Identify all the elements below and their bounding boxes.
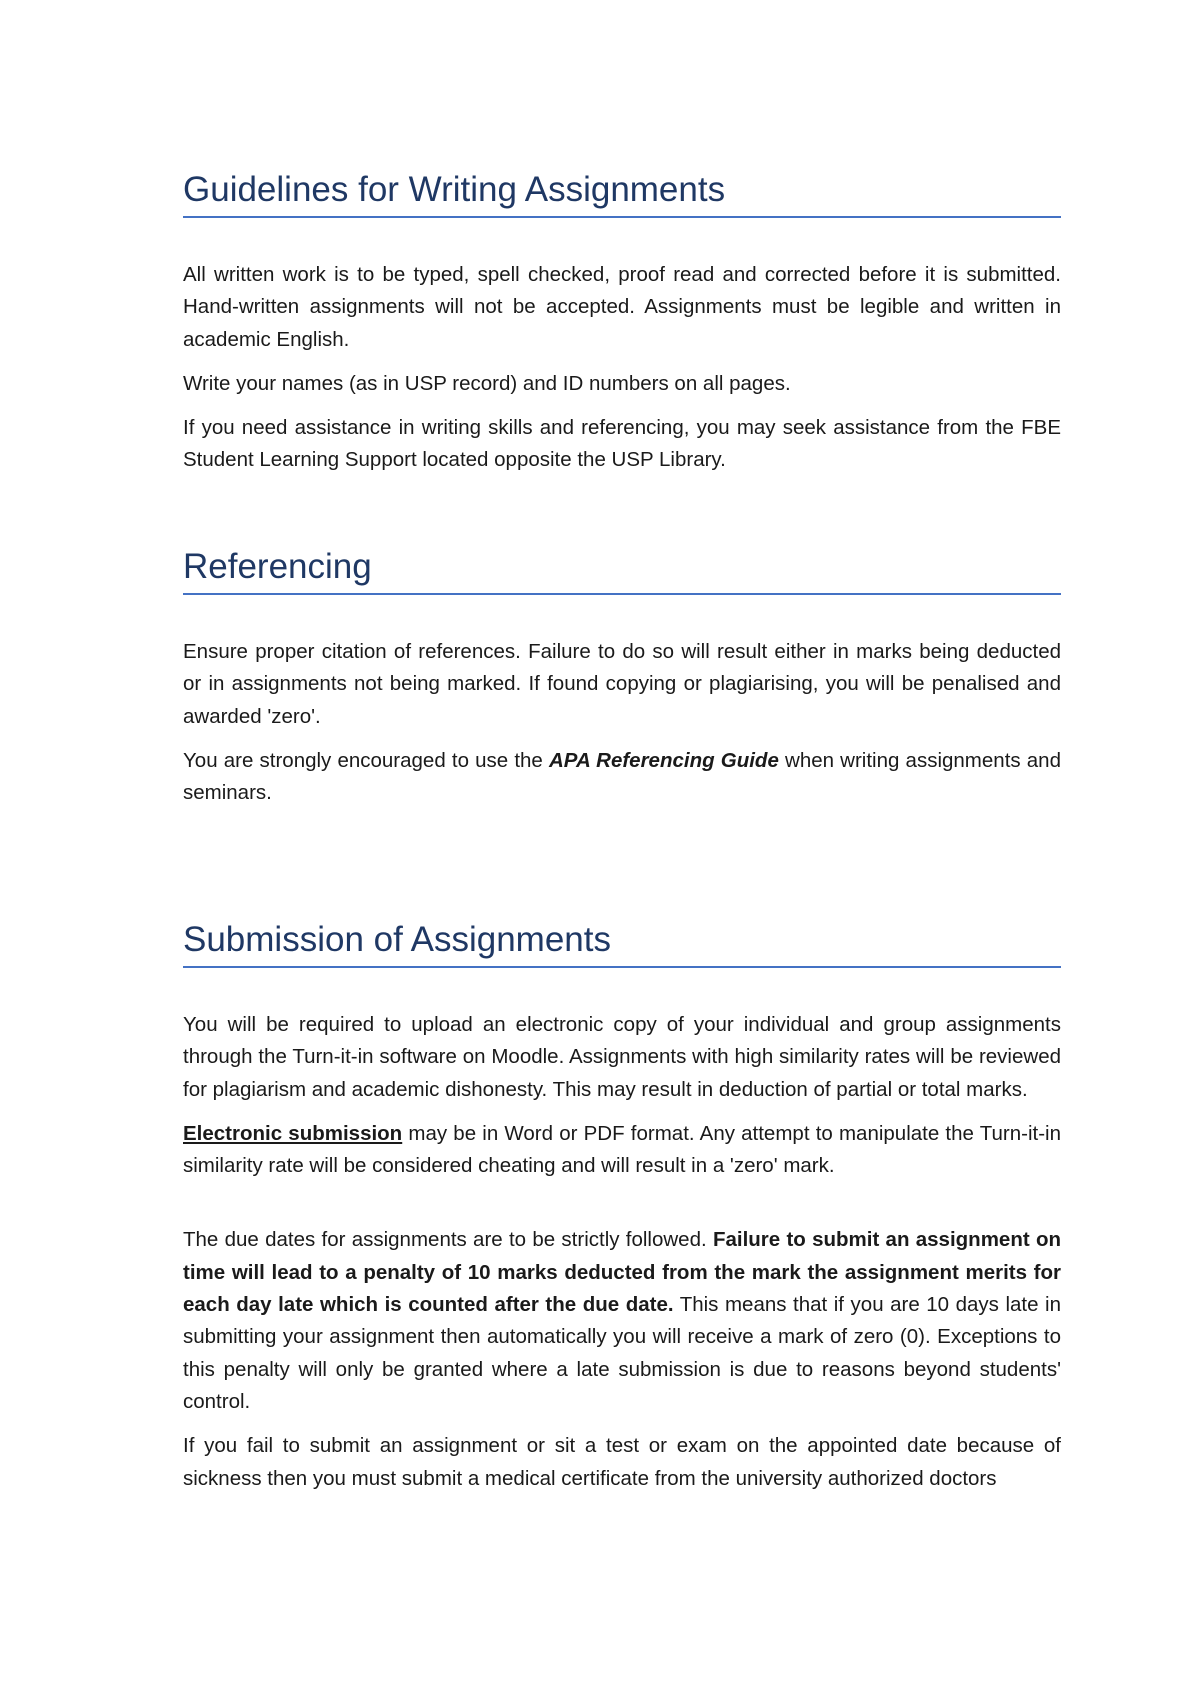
- paragraph: If you fail to submit an assignment or sit a test or exam on the appointed date because of sickness then you must submit a medical certificate from the university authorized doctors: [183, 1434, 1061, 1490]
- paragraph-apa: [183, 745, 1061, 810]
- section-submission: [183, 920, 1061, 1507]
- section-referencing: [183, 547, 1061, 821]
- electronic-submission-emphasis: Electronic submission: [183, 1121, 403, 1145]
- paragraph-electronic: [183, 1118, 1061, 1183]
- apa-guide-emphasis: APA Referencing Guide: [548, 748, 779, 772]
- paragraph: Ensure proper citation of references. Failure to do so will result either in marks being deducted or in assignments not being marked. If found copying or plagiarising, you will be penalised and awarded 'zero'.: [183, 640, 1061, 728]
- text-run: The due dates for assignments are to be strictly followed.: [183, 1228, 713, 1252]
- heading-underline: [183, 216, 1061, 218]
- text-run: This means that if you are 10 days late in submitting your assignment then automatically you will receive a mark of zero (0). Exceptions to this penalty will only be granted where a late submission is due to reasons beyond students' control.: [183, 1293, 1061, 1413]
- section-heading: Guidelines for Writing Assignments: [183, 170, 726, 209]
- paragraph: Write your names (as in USP record) and ID numbers on all pages.: [183, 371, 791, 395]
- text-run: You are strongly encouraged to use the: [183, 748, 549, 772]
- text-run: may be in Word or PDF format. Any attempt to manipulate the Turn-it-in similarity rate will be considered cheating and will result in a 'zero' mark.: [183, 1121, 1061, 1178]
- paragraph: If you need assistance in writing skills and referencing, you may seek assistance from the FBE Student Learning Support located opposite the USP Library.: [183, 416, 1061, 472]
- heading-underline: [183, 966, 1061, 968]
- text-run: when writing assignments and seminars.: [183, 748, 1061, 805]
- section-heading: Submission of Assignments: [183, 920, 611, 959]
- paragraph-due-dates: [183, 1224, 1061, 1418]
- section-guidelines: [183, 170, 1061, 489]
- section-heading: Referencing: [183, 547, 372, 586]
- paragraph: All written work is to be typed, spell checked, proof read and corrected before it is submitted. Hand-written assignments will not be accepted. Assignments must be legible and written in academic English.: [183, 263, 1061, 351]
- heading-underline: [183, 593, 1061, 595]
- penalty-emphasis: Failure to submit an assignment on time will lead to a penalty of 10 marks deducted from the mark the assignment merits for each day late which is counted after the due date.: [183, 1228, 1061, 1317]
- spacer: [183, 1194, 1061, 1224]
- paragraph: You will be required to upload an electronic copy of your individual and group assignments through the Turn-it-in software on Moodle. Assignments with high similarity rates will be reviewed for plagiarism and academic dishonesty. This may result in deduction of partial or total marks.: [183, 1013, 1061, 1101]
